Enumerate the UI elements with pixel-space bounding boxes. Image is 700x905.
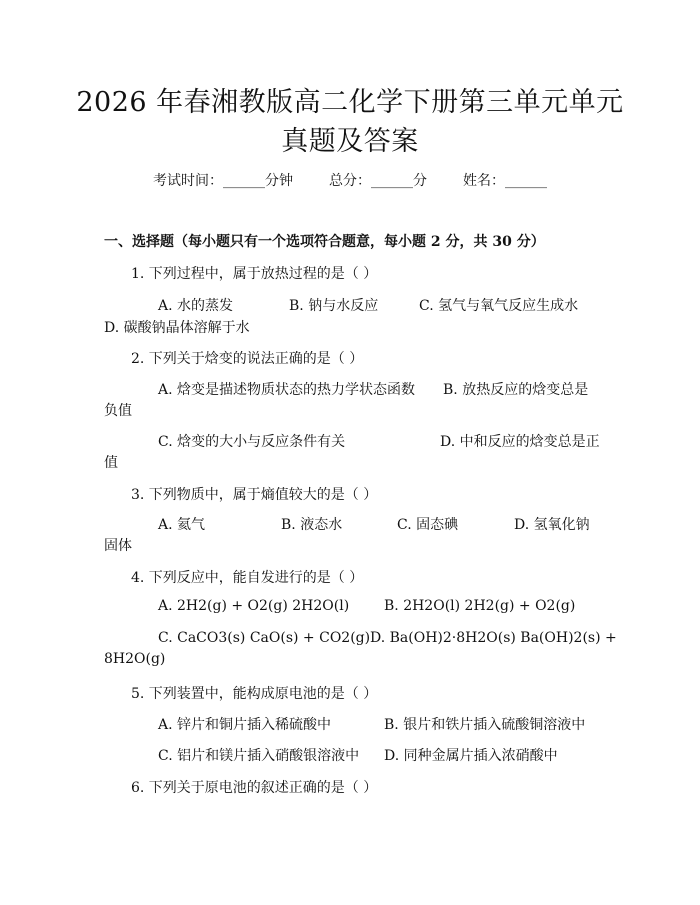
question-2-option-c: C. 焓变的大小与反应条件有关 <box>158 434 346 450</box>
question-3-option-c: C. 固态碘 <box>397 517 459 533</box>
question-4-option-c: C. CaCO3(s) CaO(s) + CO2(g) <box>158 630 371 646</box>
question-1-option-b: B. 钠与水反应 <box>289 298 379 314</box>
question-2-option-a: A. 焓变是描述物质状态的热力学状态函数 <box>158 382 416 398</box>
question-3-stem: 3. 下列物质中，属于熵值较大的是（ ） <box>131 487 378 503</box>
question-4-option-d-wrap: 8H2O(g) <box>104 651 166 667</box>
question-5-option-a: A. 锌片和铜片插入稀硫酸中 <box>158 717 332 733</box>
question-4-stem: 4. 下列反应中，能自发进行的是（ ） <box>131 570 364 586</box>
question-1-option-a: A. 水的蒸发 <box>158 298 234 314</box>
question-2-option-d: D. 中和反应的焓变总是正 <box>440 434 600 450</box>
question-2-stem: 2. 下列关于焓变的说法正确的是（ ） <box>131 351 364 367</box>
question-2-option-b: B. 放热反应的焓变总是 <box>443 382 589 398</box>
question-5-option-b: B. 银片和铁片插入硫酸铜溶液中 <box>384 717 586 733</box>
question-3-option-a: A. 氦气 <box>158 517 206 533</box>
question-1-option-d: D. 碳酸钠晶体溶解于水 <box>104 320 250 336</box>
question-6-stem: 6. 下列关于原电池的叙述正确的是（ ） <box>131 780 378 796</box>
title-line-1: 2026 年春湘教版高二化学下册第三单元单元 <box>76 87 624 118</box>
question-2-option-d-wrap: 值 <box>104 455 118 471</box>
question-1-stem: 1. 下列过程中，属于放热过程的是（ ） <box>131 266 378 282</box>
question-3-option-d: D. 氢氧化钠 <box>514 517 590 533</box>
section-heading: 一、选择题（每小题只有一个选项符合题意，每小题 2 分，共 30 分） <box>104 234 545 250</box>
question-3-option-d-wrap: 固体 <box>104 538 132 554</box>
question-5-option-d: D. 同种金属片插入浓硝酸中 <box>384 748 558 764</box>
exam-total-score: 总分：______分 <box>329 173 427 189</box>
question-3-option-b: B. 液态水 <box>281 517 343 533</box>
exam-info <box>0 170 700 190</box>
title-line-2: 真题及答案 <box>281 126 419 157</box>
question-4-option-b: B. 2H2O(l) 2H2(g) + O2(g) <box>384 598 576 614</box>
question-5-stem: 5. 下列装置中，能构成原电池的是（ ） <box>131 686 378 702</box>
question-1-option-c: C. 氢气与氧气反应生成水 <box>419 298 579 314</box>
question-5-option-c: C. 铝片和镁片插入硝酸银溶液中 <box>158 748 360 764</box>
question-4-option-a: A. 2H2(g) + O2(g) 2H2O(l) <box>158 598 350 614</box>
student-name: 姓名：______ <box>463 173 547 189</box>
question-4-option-d: D. Ba(OH)2·8H2O(s) Ba(OH)2(s) + <box>370 630 617 646</box>
question-2-option-b-wrap: 负值 <box>104 403 132 419</box>
exam-time: 考试时间：______分钟 <box>153 173 293 189</box>
